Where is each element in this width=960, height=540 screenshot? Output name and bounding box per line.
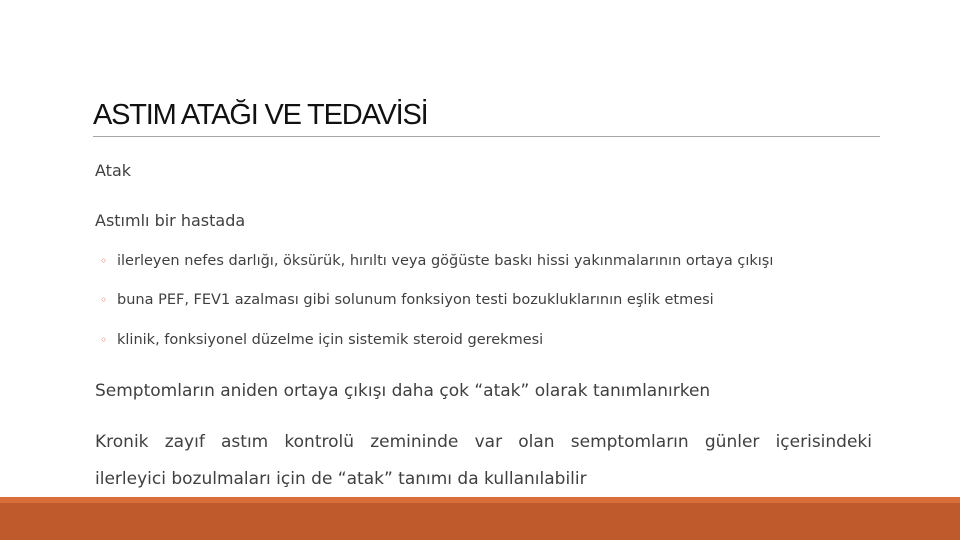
bullet-icon: ◦ <box>100 333 108 347</box>
paragraph-2-line-1-text: Kronik zayıf astım kontrolü zemininde var olan semptomların günler içerisindeki <box>95 432 872 452</box>
paragraph-1: Semptomların aniden ortaya çıkışı daha çok “atak” olarak tanımlanırken <box>95 381 711 401</box>
list-item <box>100 330 543 350</box>
bullet-icon: ◦ <box>100 254 108 268</box>
intro-text: Astımlı bir hastada <box>95 211 246 230</box>
heading-atak: Atak <box>95 161 132 180</box>
paragraph-2-line-2: ilerleyici bozulmaları için de “atak” tanımı da kullanılabilir <box>95 469 587 489</box>
bullet-icon: ◦ <box>100 293 108 307</box>
title-divider <box>93 136 880 137</box>
list-item-text: buna PEF, FEV1 azalması gibi solunum fonksiyon testi bozukluklarının eşlik etmesi <box>117 292 714 308</box>
footer-accent-highlight <box>0 497 960 503</box>
footer-accent-bar <box>0 497 960 540</box>
list-item <box>100 251 773 271</box>
list-item <box>100 290 714 310</box>
list-item-text: ilerleyen nefes darlığı, öksürük, hırıltı veya göğüste baskı hissi yakınmalarının ortaya çıkışı <box>117 253 774 269</box>
slide-title: ASTIM ATAĞI VE TEDAVİSİ <box>93 99 428 131</box>
paragraph-2-line-1 <box>95 430 872 454</box>
list-item-text: klinik, fonksiyonel düzelme için sistemik steroid gerekmesi <box>117 332 544 348</box>
